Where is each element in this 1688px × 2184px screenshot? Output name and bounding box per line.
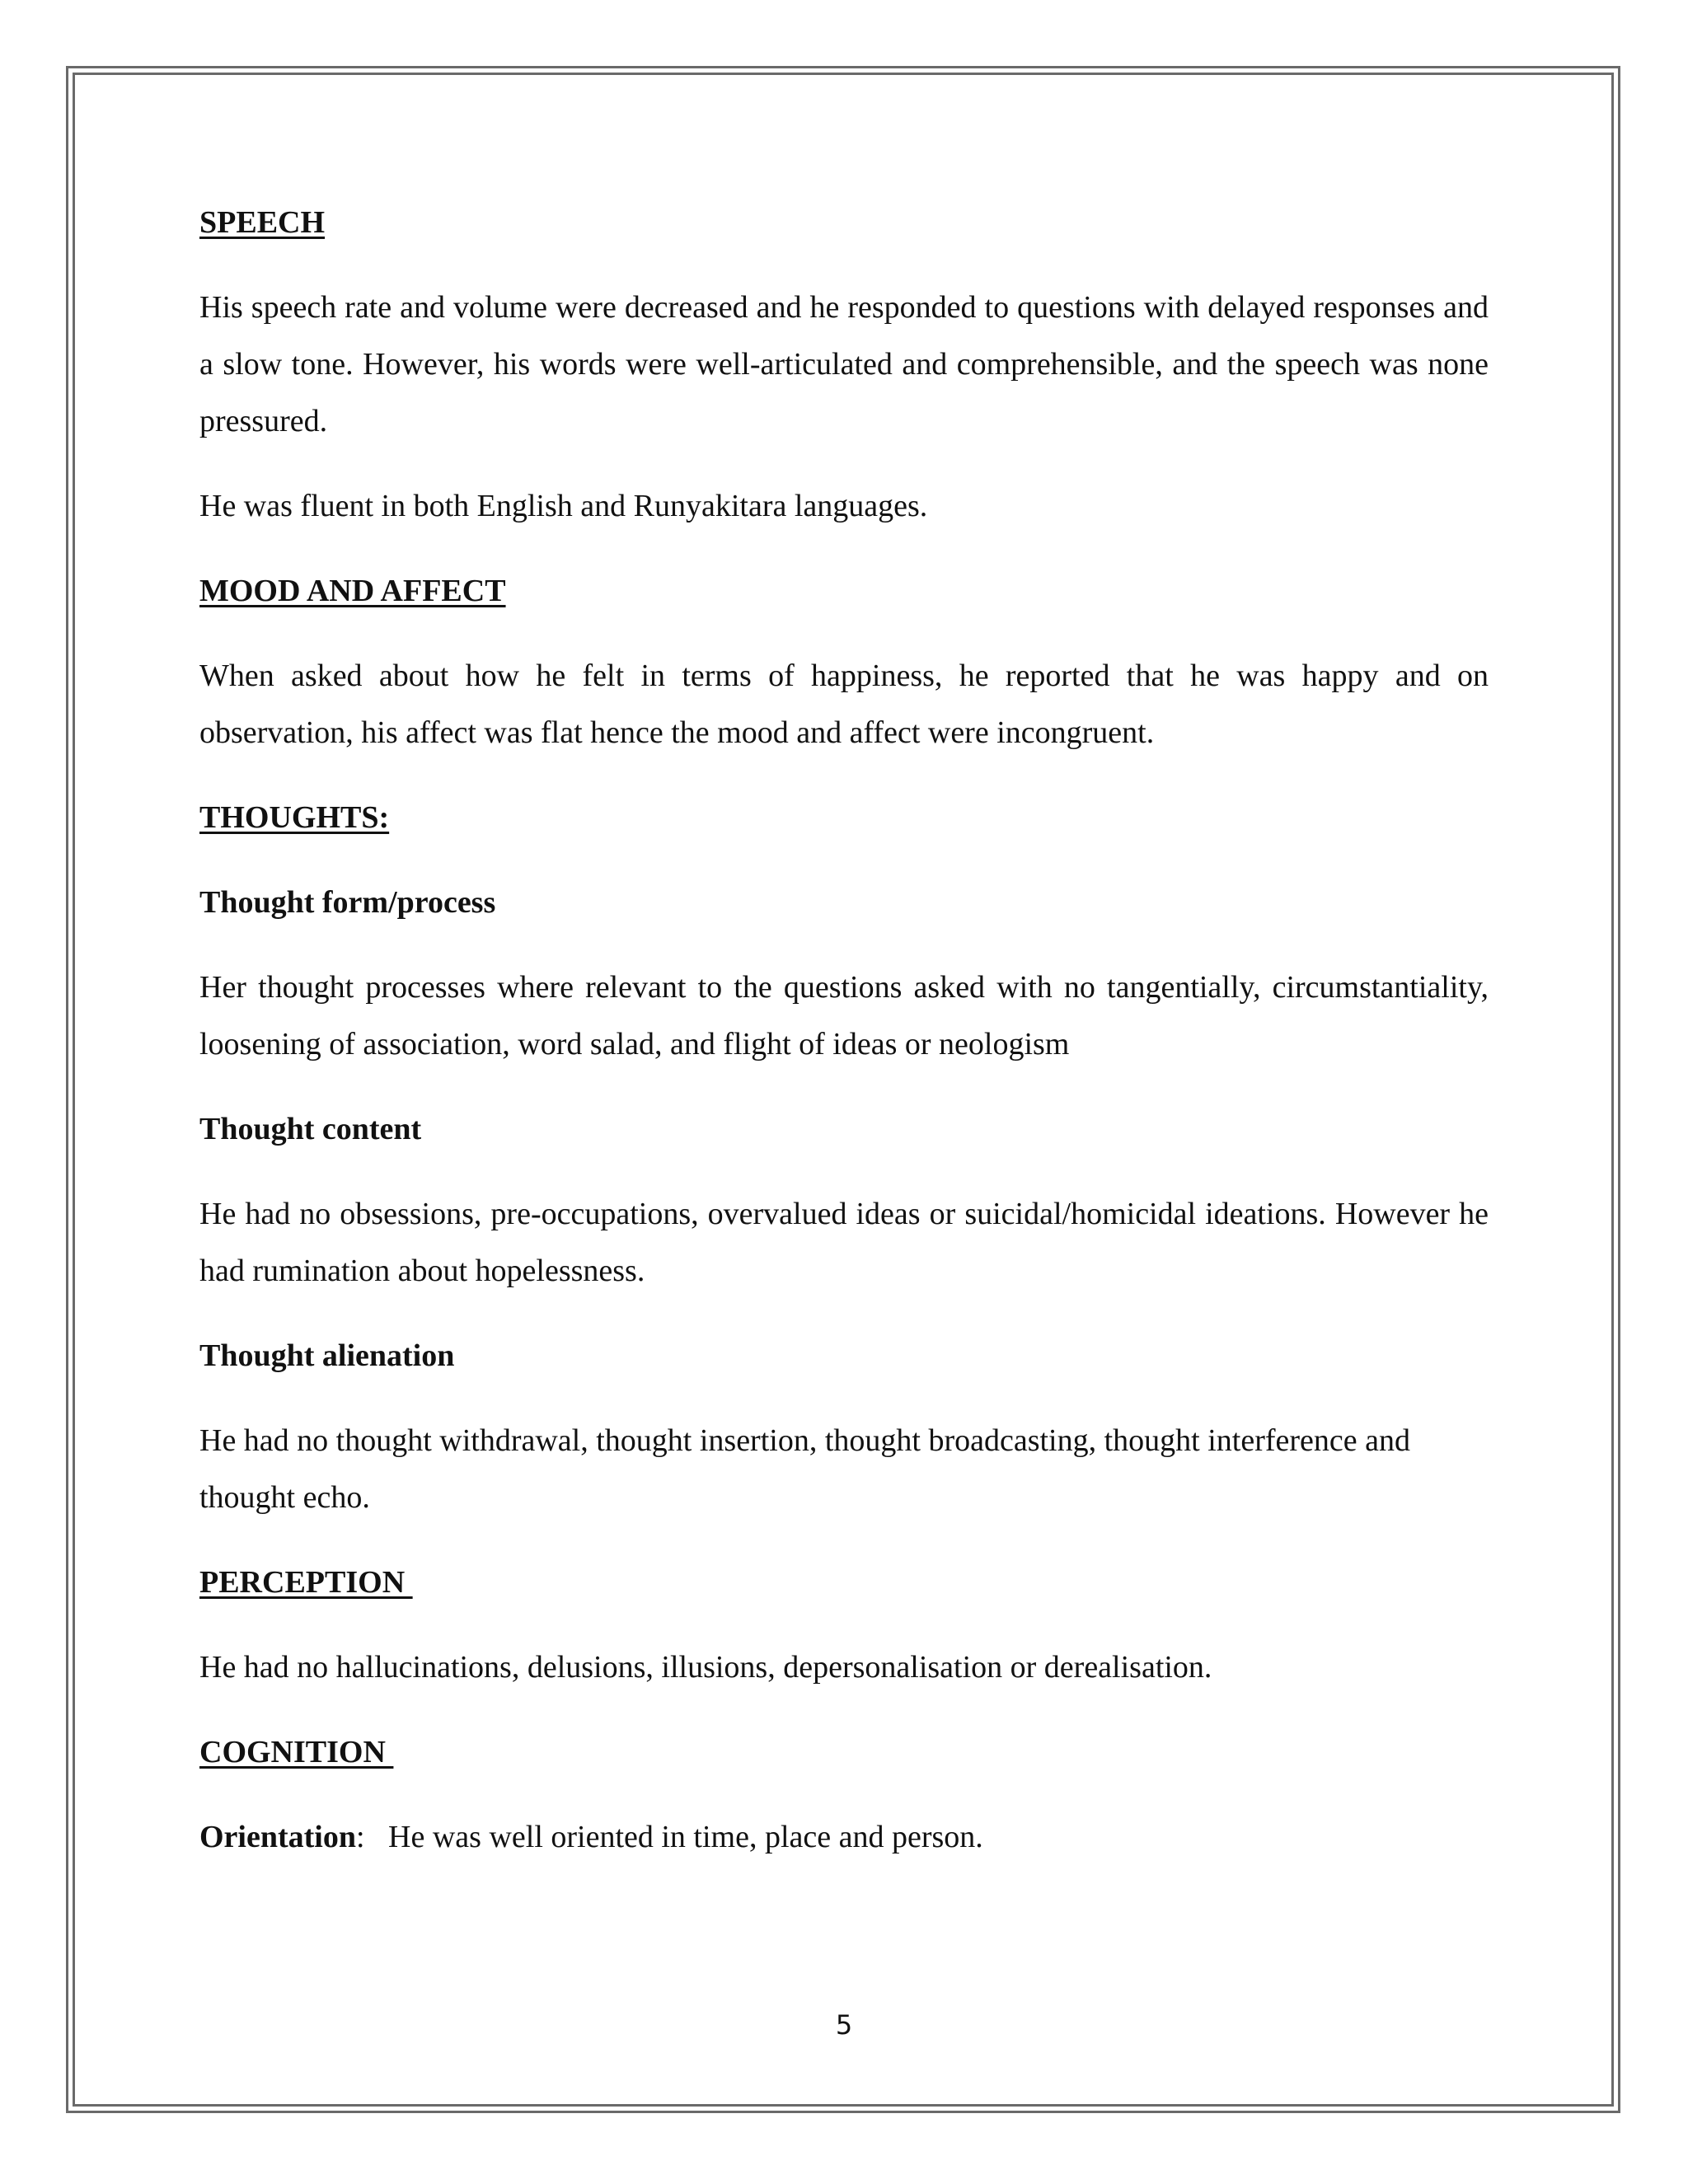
page-number: 5: [835, 2009, 853, 2041]
thoughts-heading: THOUGHTS:: [199, 800, 390, 835]
thought-alienation-heading: Thought alienation: [199, 1338, 455, 1373]
speech-paragraph: His speech rate and volume were decreased and he responded to questions with delayed responses and a slow tone. However, his words were well-articulated and comprehensible, and the speech was none pressured.: [199, 290, 1489, 438]
document-body: [199, 194, 1489, 1894]
thought-alienation-paragraph: He had no thought withdrawal, thought insertion, thought broadcasting, thought interference and thought echo.: [199, 1423, 1410, 1515]
thought-form-heading: Thought form/process: [199, 885, 496, 920]
orientation-line: [199, 1809, 1489, 1866]
language-paragraph: He was fluent in both English and Runyakitara languages.: [199, 489, 928, 523]
orientation-label: Orientation: [199, 1820, 356, 1854]
speech-heading: SPEECH: [199, 205, 326, 240]
perception-heading: PERCEPTION: [199, 1565, 413, 1600]
mood-affect-paragraph: When asked about how he felt in terms of happiness, he reported that he was happy and on observation, his affect was flat hence the mood and affect were incongruent.: [199, 658, 1489, 750]
cognition-heading: COGNITION: [199, 1735, 394, 1769]
orientation-text: : He was well oriented in time, place and person.: [355, 1820, 983, 1854]
thought-content-paragraph: He had no obsessions, pre-occupations, overvalued ideas or suicidal/homicidal ideations. However he had rumination about hopelessness.: [199, 1197, 1489, 1288]
thought-content-heading: Thought content: [199, 1112, 422, 1146]
thought-form-paragraph: Her thought processes where relevant to the questions asked with no tangentially, circumstantiality, loosening of association, word salad, and flight of ideas or neologism: [199, 970, 1489, 1062]
perception-paragraph: He had no hallucinations, delusions, illusions, depersonalisation or derealisation.: [199, 1650, 1212, 1685]
mood-affect-heading: MOOD AND AFFECT: [199, 574, 506, 608]
